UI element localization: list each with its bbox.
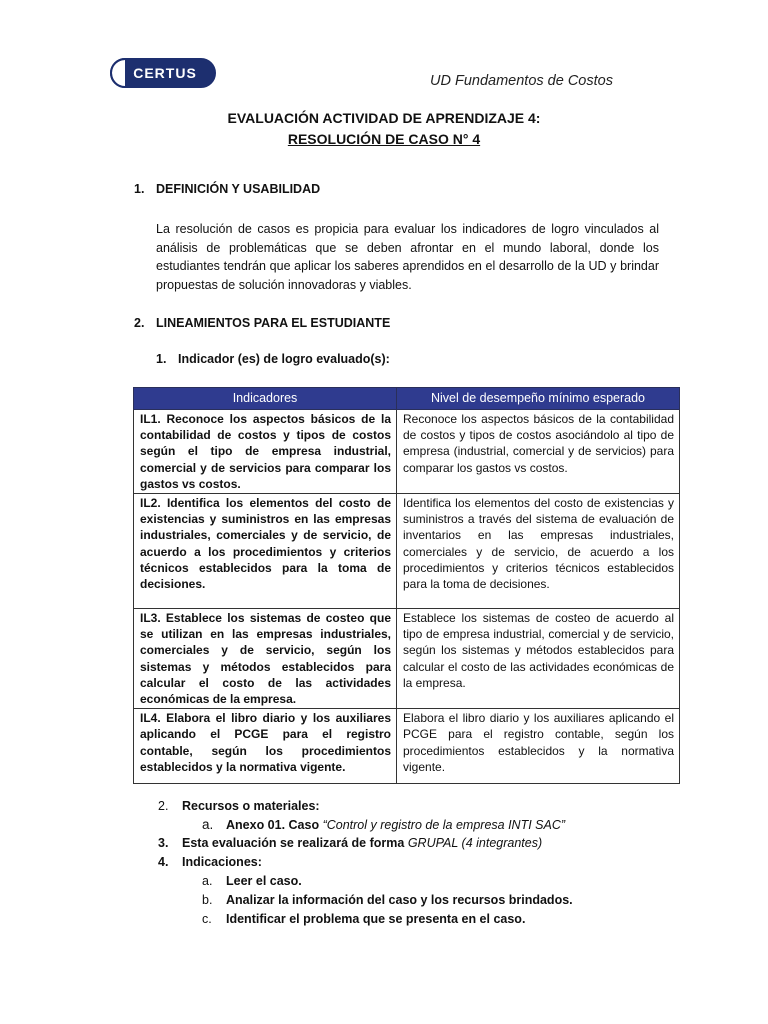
table-row (134, 709, 680, 784)
column-header: Nivel de desempeño mínimo esperado (397, 388, 680, 410)
list-item-resources (158, 799, 320, 813)
instruction-item (202, 874, 302, 888)
list-letter: a. (202, 874, 213, 888)
table-row (134, 494, 680, 609)
section-2-heading (134, 316, 390, 330)
indicator-cell (134, 410, 397, 494)
list-letter: c. (202, 912, 212, 926)
table-header-row (134, 388, 680, 410)
section-1-heading (134, 182, 320, 196)
indicator-text: Establece los sistemas de costeo que se utilizan en las empresas industriales, comerciales y de servicio, según los sistemas y métodos establecidos para calcular el costo de las actividades económicas de la empresa. (140, 611, 391, 707)
annex-case-title: “Control y registro de la empresa INTI SAC” (322, 818, 566, 832)
certus-logo (110, 58, 216, 88)
level-cell: Elabora el libro diario y los auxiliares aplicando el PCGE para el registro contable, según los procedimientos establecidos y la normativa vigente. (397, 709, 680, 784)
list-item-annex (202, 817, 565, 832)
indicator-text: Identifica los elementos del costo de existencias y suministros en las empresas industriales, comerciales y de servicio, de acuerdo a los procedimientos y criterios técnicos establecidos para la toma de decisiones. (140, 496, 391, 592)
indicator-cell (134, 494, 397, 609)
indicator-cell (134, 709, 397, 784)
table-row (134, 609, 680, 709)
indicator-text: Elabora el libro diario y los auxiliares aplicando el PCGE para el registro contable, según los procedimientos establecidos y la normativa vigente. (140, 711, 391, 774)
subsection-number: 1. (156, 352, 167, 366)
indicators-table (133, 387, 680, 784)
list-letter: a. (202, 817, 214, 832)
list-item-evaluation-mode (158, 836, 542, 850)
level-cell: Reconoce los aspectos básicos de la contabilidad de costos y tipos de costos asociándolo al tipo de empresa (industrial, comercial y de servicios) para comparar los gastos vs costos. (397, 410, 680, 494)
list-letter: b. (202, 893, 213, 907)
indicator-text: Reconoce los aspectos básicos de la contabilidad de costos y tipos de costos según el tipo de empresa industrial, comercial y de servicios para comparar los gastos vs costos. (140, 412, 391, 491)
list-number: 2. (158, 799, 169, 813)
instruction-item (202, 912, 525, 926)
indicator-code: IL4. (140, 711, 161, 726)
level-cell: Identifica los elementos del costo de existencias y suministros a través del sistema de evaluación de inventarios en las empresas industriales, comerciales y de servicio, de acuerdo a los procedimientos y criterios técnicos establecidos para la toma de decisiones. (397, 494, 680, 609)
instruction-text: Leer el caso. (226, 874, 302, 888)
section-title: LINEAMIENTOS PARA EL ESTUDIANTE (156, 316, 391, 330)
annex-label: Anexo 01. Caso (226, 818, 323, 832)
list-number: 4. (158, 855, 169, 869)
section-title: DEFINICIÓN Y USABILIDAD (156, 182, 321, 196)
logo-text: CERTUS (133, 65, 197, 81)
instruction-text: Identificar el problema que se presenta en el caso. (226, 912, 526, 926)
instruction-text: Analizar la información del caso y los recursos brindados. (226, 893, 573, 907)
indicator-cell (134, 609, 397, 709)
instruction-item (202, 893, 573, 907)
indicator-code: IL2. (140, 496, 161, 511)
list-item-instructions (158, 855, 262, 869)
page-title: EVALUACIÓN ACTIVIDAD DE APRENDIZAJE 4: (227, 110, 541, 126)
course-name: UD Fundamentos de Costos (430, 73, 613, 89)
evaluation-mode: GRUPAL (4 integrantes) (407, 836, 543, 850)
subsection-indicators (156, 352, 390, 366)
list-number: 3. (158, 836, 169, 850)
table-row (134, 410, 680, 494)
list-text: Indicaciones: (182, 855, 262, 869)
list-text: Recursos o materiales: (182, 799, 320, 813)
page-subtitle: RESOLUCIÓN DE CASO N° 4 (287, 131, 481, 147)
section-number: 2. (134, 316, 145, 330)
indicator-code: IL3. (140, 611, 161, 626)
indicator-code: IL1. (140, 412, 161, 426)
level-cell: Establece los sistemas de costeo de acuerdo al tipo de empresa industrial, comercial y de servicio, según los sistemas y métodos establecidos para calcular el costo de las actividades económicas de la empresa. (397, 609, 680, 709)
list-text: Esta evaluación se realizará de forma (182, 836, 408, 850)
subsection-title: Indicador (es) de logro evaluado(s): (178, 352, 390, 366)
section-number: 1. (134, 182, 145, 196)
column-header: Indicadores (134, 388, 397, 410)
section-1-paragraph: La resolución de casos es propicia para evaluar los indicadores de logro vinculados al análisis de problemáticas que se deben afrontar en el mundo laboral, donde los estudiantes tendrán que aplicar los saberes aprendidos en el desarrollo de la UD y brindar propuestas de solución innovadoras y viables. (156, 222, 659, 293)
